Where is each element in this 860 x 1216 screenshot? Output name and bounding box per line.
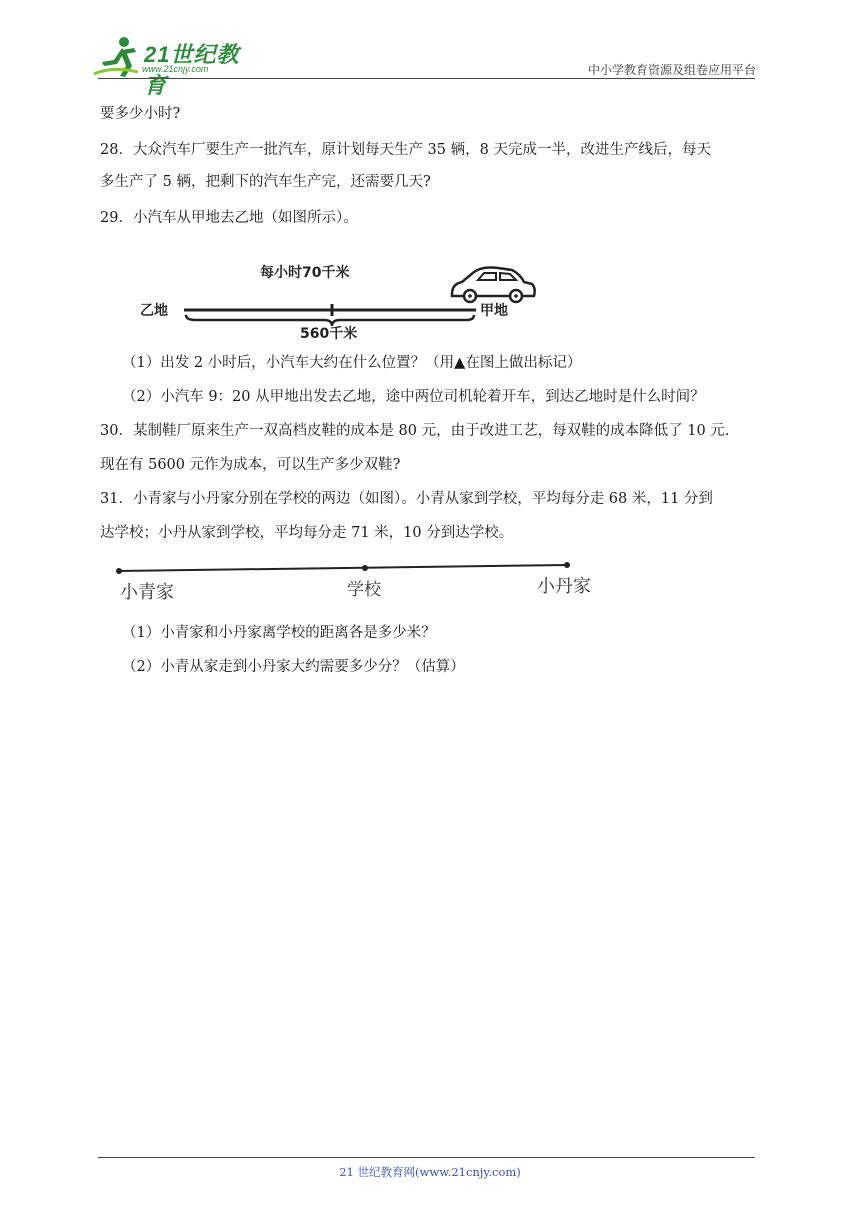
question-31-part-1: （1）小青家和小丹家离学校的距离各是多少米？: [122, 625, 436, 641]
car-icon: [452, 268, 535, 303]
footer-text: 21 世纪教育网(www.21cnjy.com): [339, 1165, 521, 1179]
page-header: [0, 0, 860, 98]
right-place-label: 甲地: [480, 303, 508, 319]
platform-title: 中小学教育资源及组卷应用平台: [587, 63, 756, 77]
road-line: [119, 565, 567, 571]
question-30-line-1: 30．某制鞋厂原来生产一双高档皮鞋的成本是 80 元，由于改进工艺，每双鞋的成本降低了 10 元.: [100, 423, 730, 439]
xiaodan-home-label: 小丹家: [537, 576, 591, 597]
logo-url: www.21cnjy.com: [142, 64, 209, 74]
distance-brace: [186, 315, 474, 326]
logo-text: 21世纪教育: [144, 42, 240, 98]
car-route-figure: [140, 258, 540, 342]
question-30-line-2: 现在有 5600 元作为成本，可以生产多少双鞋?: [100, 457, 401, 473]
school-label: 学校: [347, 580, 381, 600]
xiaoqing-home-label: 小青家: [120, 582, 174, 603]
distance-label: 560千米: [300, 326, 358, 342]
left-place-label: 乙地: [140, 303, 168, 319]
xiaodan-home-dot: [564, 562, 570, 568]
question-29-title: 29．小汽车从甲地去乙地（如图所示）。: [100, 210, 358, 226]
runner-logo-icon: [92, 36, 142, 78]
speed-label: 每小时70千米: [260, 265, 350, 281]
question-28-line-1: 28．大众汽车厂要生产一批汽车，原计划每天生产 35 辆，8 天完成一半，改进生产线后，每天: [100, 142, 711, 158]
xiaoqing-home-dot: [116, 568, 122, 574]
text-line: 要多少小时?: [100, 106, 181, 122]
logo: [92, 36, 262, 98]
question-31-line-2: 达学校；小丹从家到学校，平均每分走 71 米，10 分到达学校。: [100, 525, 514, 541]
question-31-line-1: 31．小青家与小丹家分别在学校的两边（如图）。小青从家到学校，平均每分走 68 米，11 分到: [100, 491, 713, 507]
question-31-part-2: （2）小青从家走到小丹家大约需要多少分？（估算）: [122, 659, 465, 675]
home-school-figure: [115, 558, 605, 608]
question-29-part-2: （2）小汽车 9：20 从甲地出发去乙地，途中两位司机轮着开车，到达乙地时是什么时间？: [122, 389, 705, 405]
school-dot: [362, 565, 368, 571]
question-28-line-2: 多生产了 5 辆，把剩下的汽车生产完，还需要几天?: [100, 174, 431, 190]
footer-divider: [98, 1157, 755, 1158]
header-divider: [98, 78, 755, 79]
question-29-part-1: （1）出发 2 小时后，小汽车大约在什么位置？（用▲在图上做出标记）: [122, 355, 582, 371]
